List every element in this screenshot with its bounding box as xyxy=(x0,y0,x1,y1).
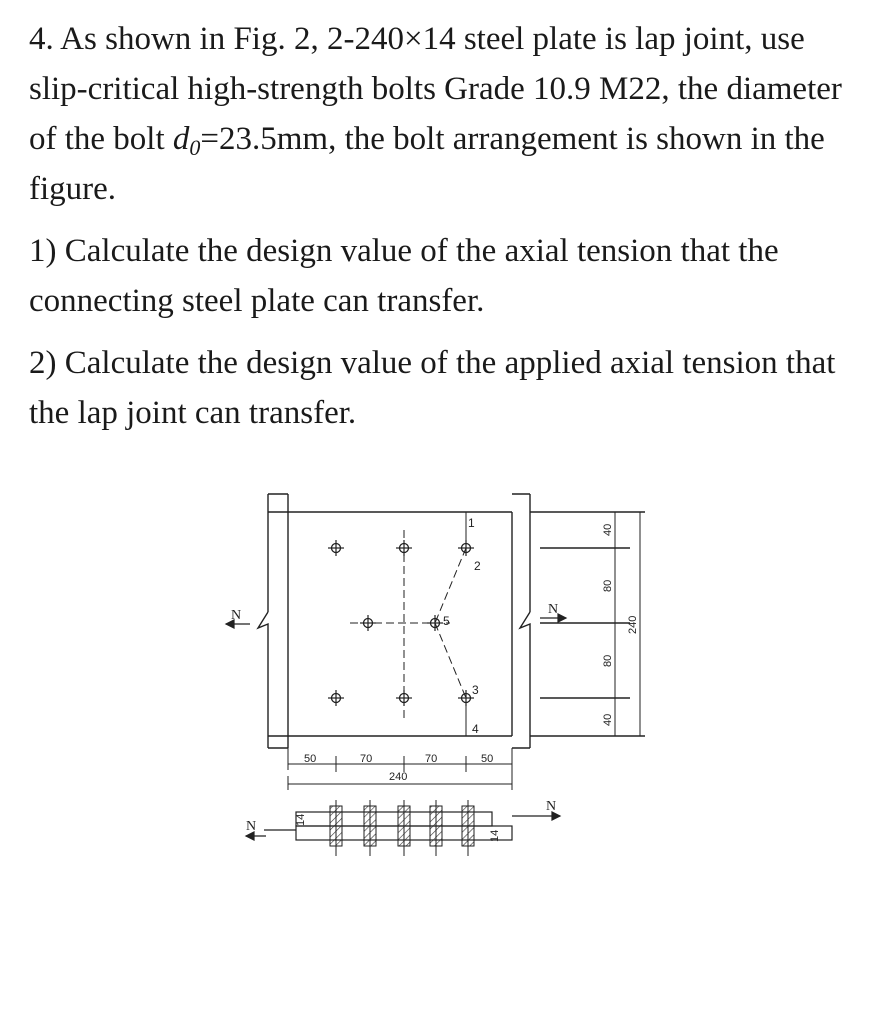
bolt-icon xyxy=(427,615,443,631)
dim-40-bottom: 40 xyxy=(602,713,614,726)
arrow-right-icon xyxy=(558,614,566,622)
question-1: 1) Calculate the design value of the axial tension that the connecting steel plate can transfer. xyxy=(29,233,779,319)
dim-80-top: 80 xyxy=(602,579,614,592)
bolt-diameter-subscript: 0 xyxy=(189,135,201,160)
force-label-right: N xyxy=(548,602,559,617)
dim-40-top: 40 xyxy=(602,523,614,536)
dim-70-left: 70 xyxy=(360,753,373,765)
side-dimension-labels xyxy=(602,524,639,726)
section-label-4: 4 xyxy=(472,722,479,736)
statement-text-b: =23.5mm, the bolt arrangement is shown in the figure. xyxy=(29,121,825,207)
section-label-1: 1 xyxy=(468,516,475,530)
dim-240-width: 240 xyxy=(389,771,408,783)
bolt-diameter-symbol: d xyxy=(172,121,190,157)
bolt-icon xyxy=(328,540,344,556)
dim-50-left: 50 xyxy=(304,753,317,765)
statement-text-a: 4. As shown in Fig. 2, 2-240×14 steel plate is lap joint, use slip-critical high-strength bolts Grade 10.9 M22, the diameter of the bolt xyxy=(29,21,842,157)
force-label-right-elev: N xyxy=(546,799,557,814)
bolt-icon xyxy=(328,690,344,706)
question-2: 2) Calculate the design value of the applied axial tension that the lap joint can transfer. xyxy=(29,345,836,431)
left-break-mark xyxy=(258,612,268,632)
thickness-label-bottom: 14 xyxy=(489,829,501,842)
elevation-view xyxy=(246,799,560,856)
section-label-5: 5 xyxy=(443,614,450,628)
dim-80-bottom: 80 xyxy=(602,654,614,667)
section-label-2: 2 xyxy=(474,559,481,573)
dim-70-right: 70 xyxy=(425,753,438,765)
force-label-left: N xyxy=(231,608,242,623)
plan-view xyxy=(258,494,645,748)
bolt-sections xyxy=(330,800,474,856)
bottom-dimensions xyxy=(288,748,512,790)
force-arrows-plan xyxy=(226,614,566,628)
thickness-label-top: 14 xyxy=(295,813,307,826)
section-label-3: 3 xyxy=(472,683,479,697)
dim-50-right: 50 xyxy=(481,753,494,765)
bolt-icon xyxy=(458,540,474,556)
right-break-mark xyxy=(520,612,530,632)
bolt-icon xyxy=(396,690,412,706)
bolt-icon xyxy=(396,540,412,556)
bolt-icon xyxy=(360,615,376,631)
dim-240-height: 240 xyxy=(627,615,639,634)
bottom-dimension-labels xyxy=(304,753,493,783)
force-label-left-elev: N xyxy=(246,819,257,834)
